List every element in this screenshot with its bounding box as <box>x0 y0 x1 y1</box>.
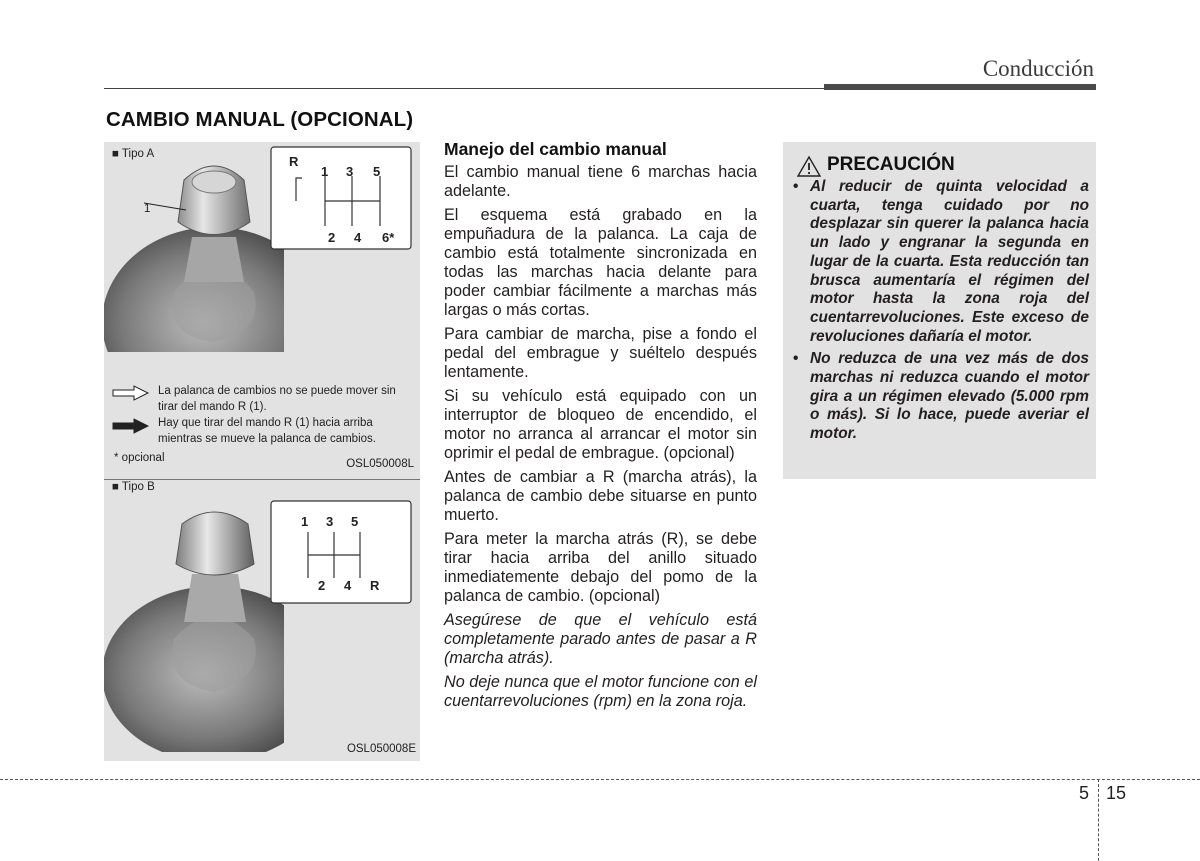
paragraph: Si su vehículo está equipado con un interruptor de bloqueo de encendido, el motor no arranca al arrancar el motor sin oprimir el pedal de embrague. (opcional) <box>444 387 757 462</box>
solid-arrow-icon <box>112 418 150 434</box>
gear-b-4: 4 <box>344 578 352 593</box>
figure-b-code: OSL050008E <box>346 743 416 755</box>
gear-b-3: 3 <box>326 514 334 529</box>
paragraph: El esquema está grabado en la empuñadura de la palanca. La caja de cambio está totalmente sincronizada en todas las marchas hacia delante para poder cambiar fácilmente a marchas más largas o más cortas. <box>444 206 757 319</box>
main-heading: Manejo del cambio manual <box>444 139 667 159</box>
paragraph: Antes de cambiar a R (marcha atrás), la palanca de cambio debe situarse en punto muerto. <box>444 468 757 524</box>
gear-6: 6* <box>382 230 395 245</box>
gear-5: 5 <box>373 164 381 179</box>
paragraph: El cambio manual tiene 6 marchas hacia adelante. <box>444 163 757 200</box>
warning-icon <box>797 155 821 177</box>
manual-gearbox-text <box>444 138 757 716</box>
outline-arrow-icon <box>112 385 150 401</box>
legend-text-1: La palanca de cambios no se puede mover sin tirar del mando R (1). <box>158 385 396 413</box>
legend-text-2: Hay que tirar del mando R (1) hacia arriba mientras se mueve la palanca de cambios. <box>158 417 376 445</box>
gear-r: R <box>289 154 299 169</box>
italic-paragraph: Asegúrese de que el vehículo está completamente parado antes de pasar a R (marcha atrás). <box>444 611 757 667</box>
figure-b-type-label: ■ Tipo B <box>112 481 155 493</box>
legend-outline-arrow <box>112 383 420 417</box>
figure-a-type-label: ■ Tipo A <box>112 148 155 160</box>
gear-pattern-b-diagram <box>270 500 412 604</box>
footer-vertical-divider <box>1098 779 1099 861</box>
gear-knob-b-illustration <box>104 504 284 752</box>
header-bar <box>824 84 1096 90</box>
figure-type-a <box>104 142 420 479</box>
gear-knob-a-illustration <box>104 152 284 352</box>
caution-item: • Al reducir de quinta velocidad a cuarta, tenga cuidado por no desplazar sin querer la palanca hacia un lado y engranar la segunda en lugar de la cuarta. Esta reducción tan brusca aumentaría el régimen del motor hasta la zona roja del cuentarrevoluciones. Este exceso de revoluciones dañaría el motor. <box>791 178 1089 346</box>
gear-b-r: R <box>370 578 380 593</box>
legend-solid-arrow <box>112 415 420 449</box>
paragraph: Para meter la marcha atrás (R), se debe tirar hacia arriba del anillo situado inmediatemente debajo del pomo de la palanca de cambio. (opcional) <box>444 530 757 605</box>
figure-a-code: OSL050008L <box>346 458 414 470</box>
caution-list <box>791 178 1089 448</box>
italic-paragraph: No deje nunca que el motor funcione con el cuentarrevoluciones (rpm) en la zona roja. <box>444 673 757 710</box>
gear-b-2: 2 <box>318 578 326 593</box>
caution-box <box>783 142 1096 479</box>
callout-number: 1 <box>144 203 151 215</box>
gear-2: 2 <box>328 230 336 245</box>
gear-b-5: 5 <box>351 514 359 529</box>
gear-3: 3 <box>346 164 354 179</box>
page-number: 15 <box>1106 783 1127 803</box>
chapter-number: 5 <box>1079 783 1090 803</box>
gear-4: 4 <box>354 230 362 245</box>
caution-item: • No reduzca de una vez más de dos marchas ni reduzca cuando el motor gira a un régimen elevado (5.000 rpm o más). Si lo hace, puede averiar el motor. <box>791 350 1089 444</box>
footer-divider <box>0 779 1200 780</box>
gear-b-1: 1 <box>301 514 309 529</box>
section-title: CAMBIO MANUAL (OPCIONAL) <box>106 108 414 131</box>
optional-note: * opcional <box>114 452 165 464</box>
gear-1: 1 <box>321 164 329 179</box>
caution-title: PRECAUCIÓN <box>827 154 955 175</box>
chapter-title: Conducción <box>982 56 1094 81</box>
figure-type-b <box>104 479 420 761</box>
paragraph: Para cambiar de marcha, pise a fondo el pedal del embrague y suéltelo después lentamente. <box>444 325 757 381</box>
